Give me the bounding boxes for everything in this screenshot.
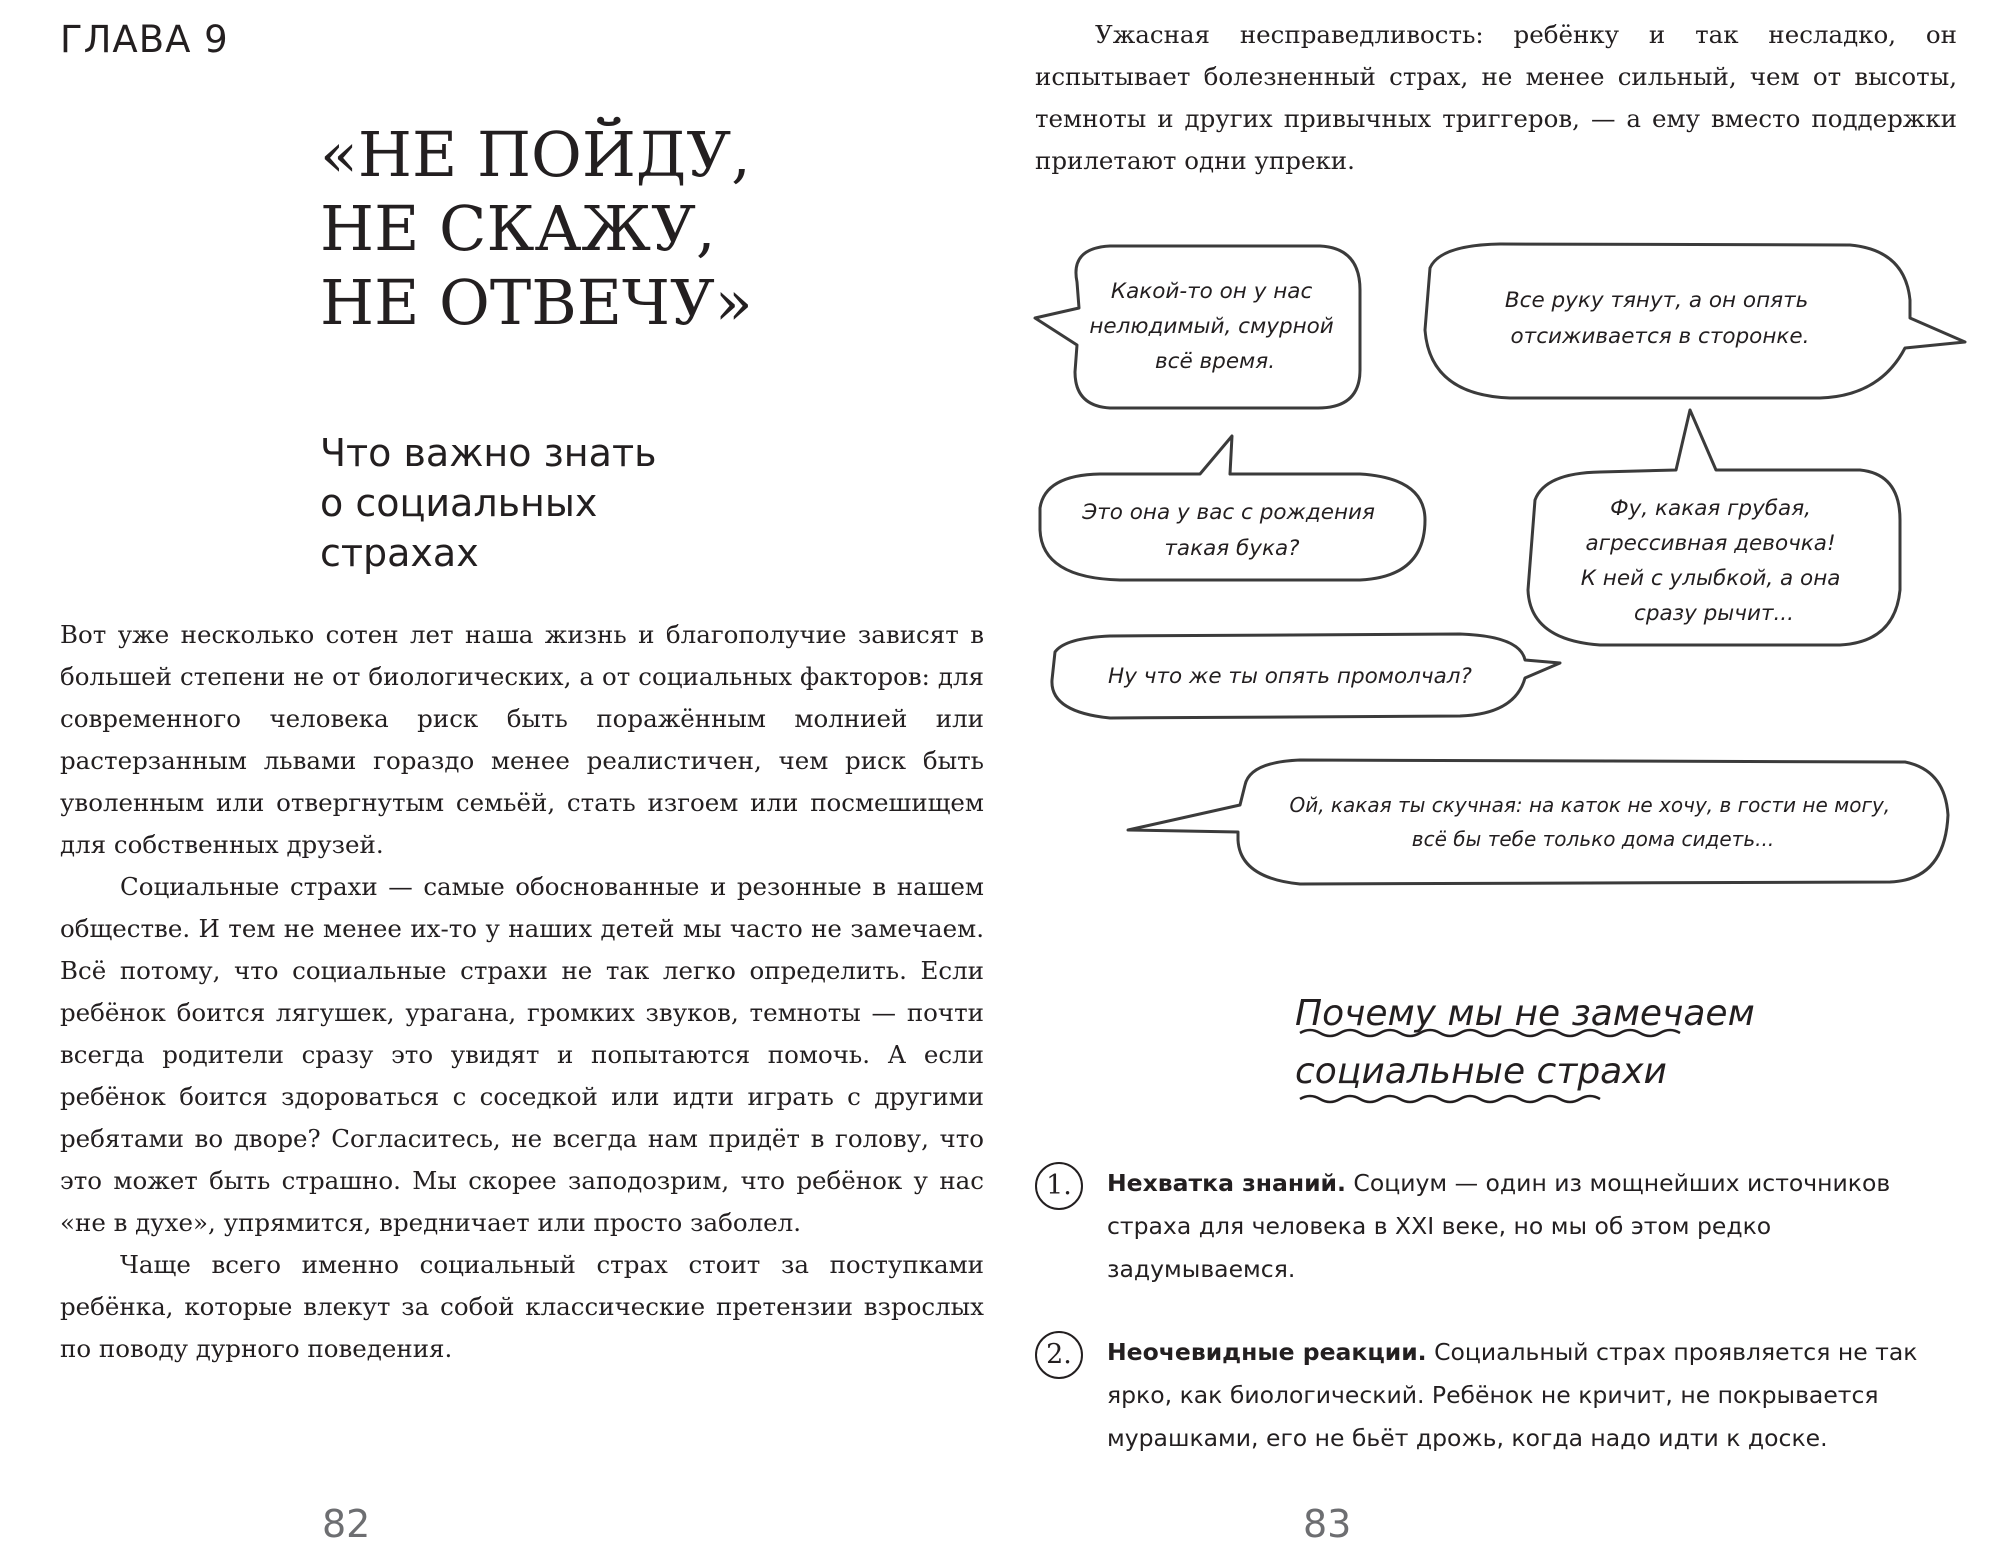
section-heading [1295, 985, 1755, 1101]
speech-bubble-text: Это она у вас с рождения такая бука? [1082, 500, 1375, 561]
speech-bubble [1425, 244, 1965, 398]
chapter-title-line: НЕ СКАЖУ, [320, 192, 716, 265]
subtitle-line: Что важно знать [320, 431, 657, 475]
list-number-circle: 1. [1035, 1162, 1083, 1210]
right-page [1000, 0, 2000, 1549]
section-heading-line: Почему мы не замечаем [1295, 993, 1755, 1034]
page-number-left: 82 [322, 1502, 371, 1546]
speech-bubble-text: Ну что же ты опять промолчал? [1108, 664, 1472, 689]
list-item-lead: Неочевидные реакции. [1107, 1338, 1427, 1366]
subtitle-line: страхах [320, 531, 479, 575]
speech-bubble-text: Какой-то он у нас нелюдимый, смурной всё время. [1089, 279, 1334, 374]
subtitle-line: о социальных [320, 481, 598, 525]
speech-bubble-text: Фу, какая грубая, агрессивная девочка! К ней с улыбкой, а она сразу рычит... [1580, 496, 1841, 626]
speech-bubble-text: Все руку тянут, а он опять отсиживается в сторонке. [1504, 288, 1810, 349]
section-subtitle [320, 428, 656, 578]
chapter-title [320, 118, 753, 340]
list-item [1035, 1331, 1960, 1460]
chapter-title-line: НЕ ОТВЕЧУ» [320, 266, 753, 339]
list-item [1035, 1162, 1960, 1291]
speech-bubble-text: Ой, какая ты скучная: на каток не хочу, в гости не могу, всё бы тебе только дома сидеть... [1289, 793, 1891, 851]
list-number-circle: 2. [1035, 1331, 1083, 1379]
chapter-label: ГЛАВА 9 [60, 18, 229, 61]
section-heading-line: социальные страхи [1295, 1051, 1667, 1092]
paragraph: Вот уже несколько сотен лет наша жизнь и благополучие зависят в большей степени не от биологических, а от социальных факторов: для современного человека риск быть поражённым молнией или растерзанным львами гораздо менее реалистичен, чем риск быть уволенным или отвергнутым семьёй, стать изгоем или посмешищем для собственных друзей. [60, 620, 984, 859]
paragraph: Чаще всего именно социальный страх стоит за поступками ребёнка, которые влекут за собой классические претензии взрослых по поводу дурного поведения. [60, 1250, 984, 1363]
left-body-text [60, 614, 984, 1370]
speech-bubbles-illustration [1000, 0, 2000, 1549]
page-number-right: 83 [1303, 1502, 1352, 1546]
list-item-text: Социум — один из мощнейших источников страха для человека в XXI веке, но мы об этом редко задумываемся. [1107, 1169, 1891, 1283]
list-item-lead: Нехватка знаний. [1107, 1169, 1346, 1197]
list-item-body [1107, 1331, 1960, 1460]
chapter-title-line: «НЕ ПОЙДУ, [320, 118, 751, 191]
speech-bubble [1128, 760, 1948, 884]
paragraph: Социальные страхи — самые обоснованные и резонные в нашем обществе. И тем не менее их-то у наших детей мы часто не замечаем. Всё потому, что социальные страхи не так легко определить. Если ребёнок боится лягушек, урагана, громких звуков, темноты — почти всегда родители сразу это увидят и попытаются помочь. А если ребёнок боится здороваться с соседкой или идти играть с другими ребятами во дворе? Согласитесь, не всегда нам придёт в голову, что это может быть страшно. Мы скорее заподозрим, что ребёнок у нас «не в духе», упрямится, вредничает или просто заболел. [60, 872, 984, 1237]
list-item-text: Социальный страх проявляется не так ярко, как биологический. Ребёнок не кричит, не покрывается мурашками, его не бьёт дрожь, когда надо идти к доске. [1107, 1338, 1918, 1452]
paragraph: Ужасная несправедливость: ребёнку и так несладко, он испытывает болезненный страх, не менее сильный, чем от высоты, темноты и других привычных триггеров, — а ему вместо поддержки прилетают одни упреки. [1035, 20, 1957, 175]
list-item-body [1107, 1162, 1960, 1291]
